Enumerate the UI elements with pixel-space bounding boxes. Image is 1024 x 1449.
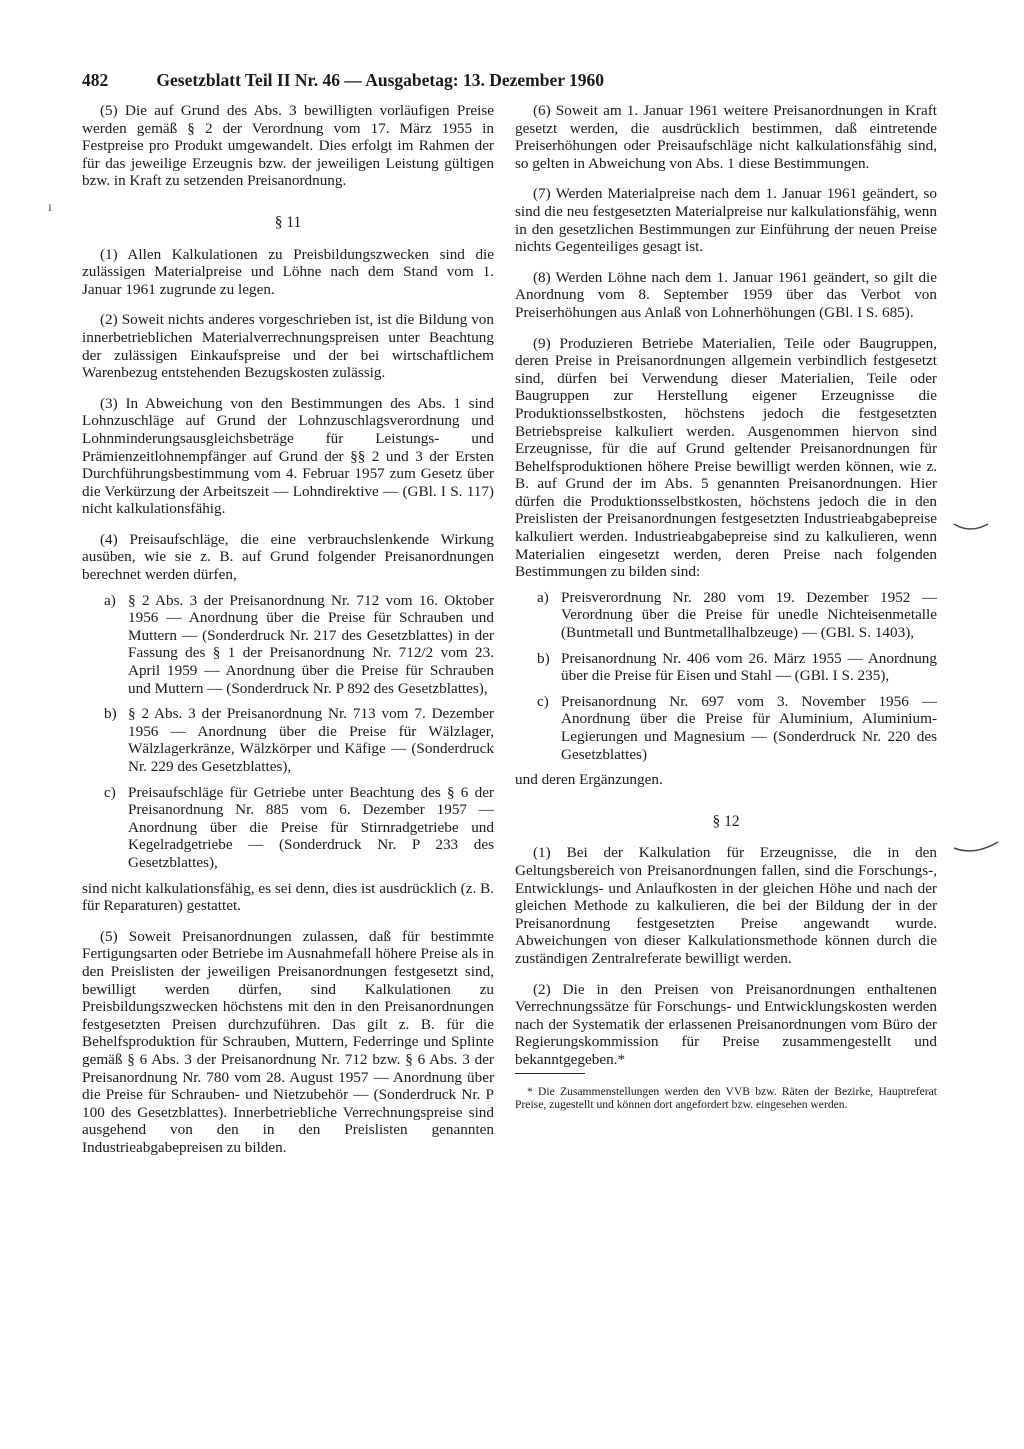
paragraph: (9) Produzieren Betriebe Materialien, Teile oder Baugruppen, deren Preise in Preisanordnungen allgemein verbindlich festgesetzt sind, dürfen bei Verwendung dieser Materialien, Teile oder Baugruppen zur Herstellung eigener Erzeugnisse die Produktionsselbstkosten, höchstens jedoch die festgesetzten Betriebspreise kalkuliert werden. Ausgenommen hiervon sind Erzeugnisse, für die auf Grund geltender Preisanordnungen für Behelfsproduktionen höhere Preise bewilligt werden können, wie z. B. auf Grund der im Abs. 5 genannten Preisanordnungen. Hier dürfen die Produktionsselbstkosten, höchstens jedoch die in den Preislisten der Preisanordnungen festgesetzten Industrieabgabepreise kalkuliert werden. Industrieabgabepreise sind zu kalkulieren, wenn Materialien eingesetzt werden, deren Preise nach folgenden Bestimmungen zu bilden sind:: [515, 334, 937, 581]
section-heading: § 12: [712, 812, 740, 830]
list-item: [82, 784, 494, 872]
section-heading: § 11: [274, 213, 302, 231]
paragraph: (1) Allen Kalkulationen zu Preisbildungszwecken sind die zulässigen Materialpreise und Löhne nach dem Stand vom 1. Januar 1961 zugrunde zu legen.: [82, 245, 494, 298]
page-header: [82, 70, 762, 91]
paragraph: (7) Werden Materialpreise nach dem 1. Januar 1961 geändert, so sind die neu festgesetzten Materialpreise nur kalkulationsfähig, wenn in den gesetzlichen Bestimmungen zur Einführung der neuen Preise nichts Gegenteiliges gesagt ist.: [515, 185, 937, 256]
list-item: [515, 589, 937, 642]
paragraph: (8) Werden Löhne nach dem 1. Januar 1961 geändert, so gilt die Anordnung vom 8. September 1959 über das Verbot von Preiserhöhungen aus Anlaß von Lohnerhöhungen (GBl. I S. 685).: [515, 268, 937, 321]
right-column: [515, 102, 937, 1123]
page-number: 482: [82, 70, 109, 90]
paragraph: (5) Die auf Grund des Abs. 3 bewilligten vorläufigen Preise werden gemäß § 2 der Verordnung vom 17. März 1955 in Festpreise pro Produkt umgewandelt. Dies erfolgt im Rahmen der für das jeweilige Erzeugnis bzw. der jeweiligen Leistung gültigen bzw. in Kraft zu setzenden Preisanordnung.: [82, 102, 494, 190]
list-label: b): [104, 705, 117, 723]
paragraph: (2) Die in den Preisen von Preisanordnungen enthaltenen Verrechnungssätze für Forschungs- und Entwicklungskosten werden nach der Systematik der erlassenen Preisanordnungen vom Büro der Regierungskommission für Preise zusammengestellt und bekanntgegeben.*: [515, 980, 937, 1068]
margin-stroke: [952, 520, 992, 534]
header-title: Gesetzblatt Teil II Nr. 46 — Ausgabetag: 13. Dezember 1960: [156, 70, 605, 90]
paragraph: und deren Ergänzungen.: [515, 771, 663, 789]
list-text: Preisaufschläge für Getriebe unter Beachtung des § 6 der Preisanordnung Nr. 885 vom 6. Dezember 1957 — Anordnung über die Preise für Stirnradgetriebe und Kegelradgetriebe — (Sonderdruck Nr. P 233 des Gesetzblattes),: [128, 783, 494, 871]
list-item: [82, 592, 494, 698]
paragraph: sind nicht kalkulationsfähig, es sei denn, dies ist ausdrücklich (z. B. für Reparaturen) gestattet.: [82, 879, 494, 915]
list-text: § 2 Abs. 3 der Preisanordnung Nr. 712 vom 16. Oktober 1956 — Anordnung über die Preise für Schrauben und Muttern — (Sonderdruck Nr. 217 des Gesetzblattes) in der Fassung des § 1 der Preisanordnung Nr. 712/2 vom 23. April 1959 — Anordnung über die Preise für Schrauben und Muttern — (Sonderdruck Nr. P 892 des Gesetzblattes),: [128, 591, 494, 697]
paragraph: (3) In Abweichung von den Bestimmungen des Abs. 1 sind Lohnzuschläge auf Grund der Lohnzuschlagsverordnung und Lohnminderungsausgleichsbeträge für Leistungs- und Prämienzeitlohnempfänger auf Grund der §§ 2 und 3 der Ersten Durchführungsbestimmung vom 4. Februar 1957 zum Gesetz über die Verkürzung der Arbeitszeit — Lohndirektive — (GBl. I S. 117) nicht kalkulationsfähig.: [82, 394, 494, 518]
list-label: a): [104, 591, 116, 609]
paragraph: (2) Soweit nichts anderes vorgeschrieben ist, ist die Bildung von innerbetrieblichen Materialverrechnungspreisen unter Beachtung der zulässigen Einkaufspreise und der bei wirtschaftlichem Warenbezug entstehenden Bezugskosten zulässig.: [82, 311, 494, 382]
margin-mark: ı: [48, 200, 52, 215]
list-text: Preisanordnung Nr. 406 vom 26. März 1955 — Anordnung über die Preise für Eisen und Stahl — (GBl. I S. 235),: [561, 649, 937, 685]
list-item: [515, 650, 937, 685]
footnote-rule: [515, 1073, 585, 1074]
list-label: c): [104, 783, 116, 801]
footnote: * Die Zusammenstellungen werden den VVB bzw. Räten der Bezirke, Hauptreferat Preise, zugestellt und können dort angefordert bzw. eingesehen werden.: [515, 1085, 937, 1112]
paragraph: (6) Soweit am 1. Januar 1961 weitere Preisanordnungen in Kraft gesetzt werden, die ausdrücklich bestimmen, daß eintretende Preiserhöhungen oder Preisaufschläge nicht kalkulationsfähig sind, so gelten in Abweichung von Abs. 1 diese Bestimmungen.: [515, 102, 937, 172]
paragraph: (4) Preisaufschläge, die eine verbrauchslenkende Wirkung ausüben, wie sie z. B. auf Grund folgender Preisanordnungen berechnet werden dürfen,: [82, 530, 494, 584]
list-text: Preisverordnung Nr. 280 vom 19. Dezember 1952 — Verordnung über die Preise für unedle Nichteisenmetalle (Buntmetall und Buntmetallhalbzeuge) — (GBl. S. 1403),: [561, 588, 937, 642]
list-item: [82, 705, 494, 775]
list-label: a): [537, 588, 549, 606]
paragraph: (1) Bei der Kalkulation für Erzeugnisse, die in den Geltungsbereich von Preisanordnungen fallen, sind die Forschungs-, Entwicklungs- und Anlaufkosten in der gleichen Höhe und nach der gleichen Methode zu kalkulieren, die bei der Bildung der in der Preisanordnung festgesetzten Preise angewandt wurde. Abweichungen von dieser Kalkulationsmethode können durch die zuständigen Zentralreferate bewilligt werden.: [515, 844, 937, 967]
paragraph: (5) Soweit Preisanordnungen zulassen, daß für bestimmte Fertigungsarten oder Betriebe im Ausnahmefall höhere Preise als in den Preislisten der jeweiligen Preisanordnungen festgesetzt sind, bewilligt werden dürfen, sind Kalkulationen zu Preisbildungszwecken höchstens mit den in den Preisanordnungen festgesetzten Preisen durchzuführen. Das gilt z. B. für die Behelfsproduktion für Schrauben, Muttern, Federringe und Splinte gemäß § 6 Abs. 3 der Preisanordnung Nr. 712 bzw. § 6 Abs. 3 der Preisanordnung Nr. 780 vom 28. August 1957 — Anordnung über die Preise für Schrauben- und Nietzubehör — (Sonderdruck Nr. P 100 des Gesetzblattes). Innerbetriebliche Verrechnungspreise sind ausgehend von den in den Preislisten genannten Industrieabgabepreisen zu bilden.: [82, 927, 494, 1156]
list-label: b): [537, 649, 550, 667]
list-text: Preisanordnung Nr. 697 vom 3. November 1956 — Anordnung über die Preise für Aluminium, Aluminium-Legierungen und Magnesium — (Sonderdruck Nr. 220 des Gesetzblattes): [561, 692, 937, 763]
list-item: [515, 693, 937, 763]
left-column: [82, 102, 494, 1169]
margin-stroke: [952, 840, 1002, 854]
list-label: c): [537, 692, 549, 710]
list-text: § 2 Abs. 3 der Preisanordnung Nr. 713 vom 7. Dezember 1956 — Anordnung über die Preise für Wälzlager, Wälzlagerkränze, Wälzkörper und Käfige — (Sonderdruck Nr. 229 des Gesetzblattes),: [128, 705, 494, 775]
